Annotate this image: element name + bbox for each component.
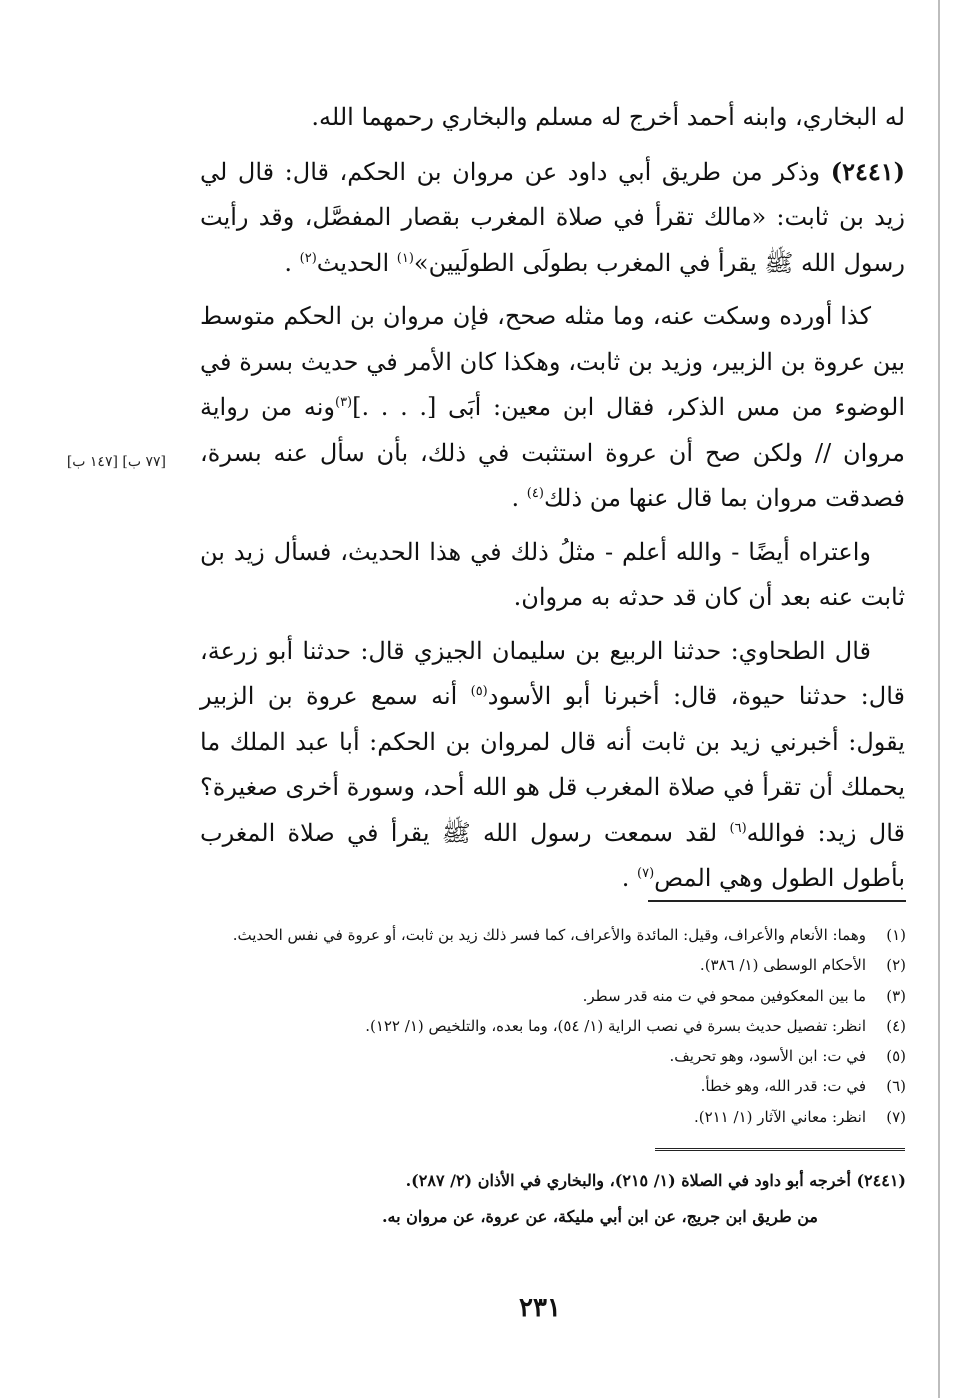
footnote-text: في ت: ابن الأسود، وهو تحريف. [669, 1047, 866, 1066]
takhrij-text-1: أخرجه أبو داود في الصلاة (١/ ٢١٥)، والبخاري في الأذان (٢/ ٢٨٧). [405, 1171, 857, 1190]
footnote-item [200, 920, 906, 950]
footnote-number: (١) [886, 926, 906, 944]
paragraph-3 [200, 294, 905, 522]
footnote-ref-6[interactable]: (٦) [729, 820, 747, 836]
paragraph-5-text: قال الطحاوي: حدثنا الربيع بن سليمان الجيزي قال: حدثنا أبو زرعة، قال: حدثنا حيوة، قال: أخبرنا أبو الأسود [200, 636, 905, 710]
paragraph-1: له البخاري، وابنه أحمد أخرج له مسلم والبخاري رحمهما الله. [311, 103, 905, 131]
paragraph-5-tail-2: لقد سمعت رسول الله ﷺ يقرأ في صلاة المغرب بأطول الطول وهي المص [200, 818, 905, 892]
takhrij-note [200, 1163, 906, 1235]
footnote-item [200, 1011, 906, 1041]
footnotes [200, 920, 906, 1132]
footnote-item [200, 1071, 906, 1101]
footnote-text: ما بين المعكوفين ممحو في ت منه قدر سطر. [582, 986, 866, 1005]
footnote-text: في ت: قدر الله، وهو خطأ. [700, 1077, 866, 1096]
paragraph-3-text: كذا أورده وسكت عنه، وما مثله صحح، فإن مروان بن الحكم متوسط بين عروة بن الزبير، وزيد بن ثابت، وهكذا كان الأمر في حديث بسرة في الوضوء من مس الذكر، فقال ابن معين: أبَى [. . . .] [200, 302, 905, 421]
paragraph-hadith [200, 149, 905, 287]
hadith-number: (٢٤٤١) [830, 156, 905, 186]
footnote-divider [648, 900, 906, 902]
footnote-text: الأحكام الوسطى (١/ ٣٨٦). [699, 956, 866, 975]
footnote-number: (٢) [886, 956, 906, 975]
footnote-number: (٧) [886, 1107, 906, 1126]
footnote-text: انظر: معاني الآثار (١/ ٢١١). [693, 1107, 866, 1126]
takhrij-line-1 [200, 1163, 906, 1199]
footnote-number: (٤) [886, 1016, 906, 1035]
paragraph-4-text: واعتراه أيضًا - والله أعلم - مثلُ ذلك في هذا الحديث، فسأل زيد بن ثابت عنه بعد أن كان قد حدثه به مروان. [200, 537, 905, 611]
paragraph-3-tail: ونه من رواية مروان // ولكن صح أن عروة استثبت في ذلك، بأن سأل عنه بسرة، فصدقت مروان بما قال عنها من ذلك [200, 393, 905, 512]
footnote-ref-5[interactable]: (٥) [470, 684, 488, 699]
footnote-ref-7[interactable]: (٧) [637, 866, 655, 881]
footnote-item [200, 1102, 906, 1132]
paragraph-3-end: . [511, 484, 527, 512]
hadith-text-3: . [284, 248, 300, 277]
paragraph-4 [200, 530, 905, 621]
takhrij-number: (٢٤٤١) [856, 1171, 906, 1190]
footnote-number: (٥) [886, 1047, 906, 1066]
scan-edge-line [938, 0, 940, 1398]
paragraph-5 [200, 629, 905, 902]
paragraph-5-tail: أنه سمع عروة بن الزبير يقول: أخبرني زيد بن ثابت أنه قال لمروان بن الحكم: أبا عبد الملك ما يحملك أن تقرأ في صلاة المغرب قل هو الله أحد، وسورة أخرى صغيرة؟ قال زيد: فوالله [200, 682, 905, 847]
footnote-text: انظر: تفصيل حديث بسرة في نصب الراية (١/ ٥٤)، وما بعده، والتلخيص (١/ ١٢٢). [365, 1016, 866, 1035]
footnote-text: وهما: الأنعام والأعراف، وقيل: المائدة والأعراف، كما فسر ذلك زيد بن ثابت، أو عروة في نفس الحديث. [232, 926, 866, 944]
page-number: ٢٣١ [519, 1293, 561, 1323]
footnote-item [200, 950, 906, 980]
paragraph-5-end: . [621, 864, 638, 892]
takhrij-line-2: من طريق ابن جريج، عن ابن أبي مليكة، عن عروة، عن مروان به. [381, 1207, 818, 1226]
hadith-text-2: الحديث [316, 248, 397, 277]
manuscript-folio-note: [٧٧ ب] [١٤٧ ب] [66, 454, 166, 470]
main-text [200, 95, 905, 902]
footnote-number: (٦) [886, 1077, 906, 1096]
takhrij-divider [655, 1148, 905, 1154]
footnote-ref-4[interactable]: (٤) [526, 486, 544, 501]
footnote-number: (٣) [886, 986, 906, 1005]
footnote-ref-3[interactable]: (٣) [334, 395, 353, 410]
footnote-item [200, 1041, 906, 1071]
footnote-ref-2[interactable]: (٢) [299, 250, 317, 266]
footnote-ref-1[interactable]: (١) [396, 250, 414, 266]
footnote-item [200, 981, 906, 1011]
hadith-text-1: وذكر من طريق أبي داود عن مروان بن الحكم، قال: قال لي زيد بن ثابت: «مالك تقرأ في صلاة المغرب بقصار المفصَّل، وقد رأيت رسول الله ﷺ يقرأ في المغرب بطولَى الطولَيين» [200, 157, 905, 277]
